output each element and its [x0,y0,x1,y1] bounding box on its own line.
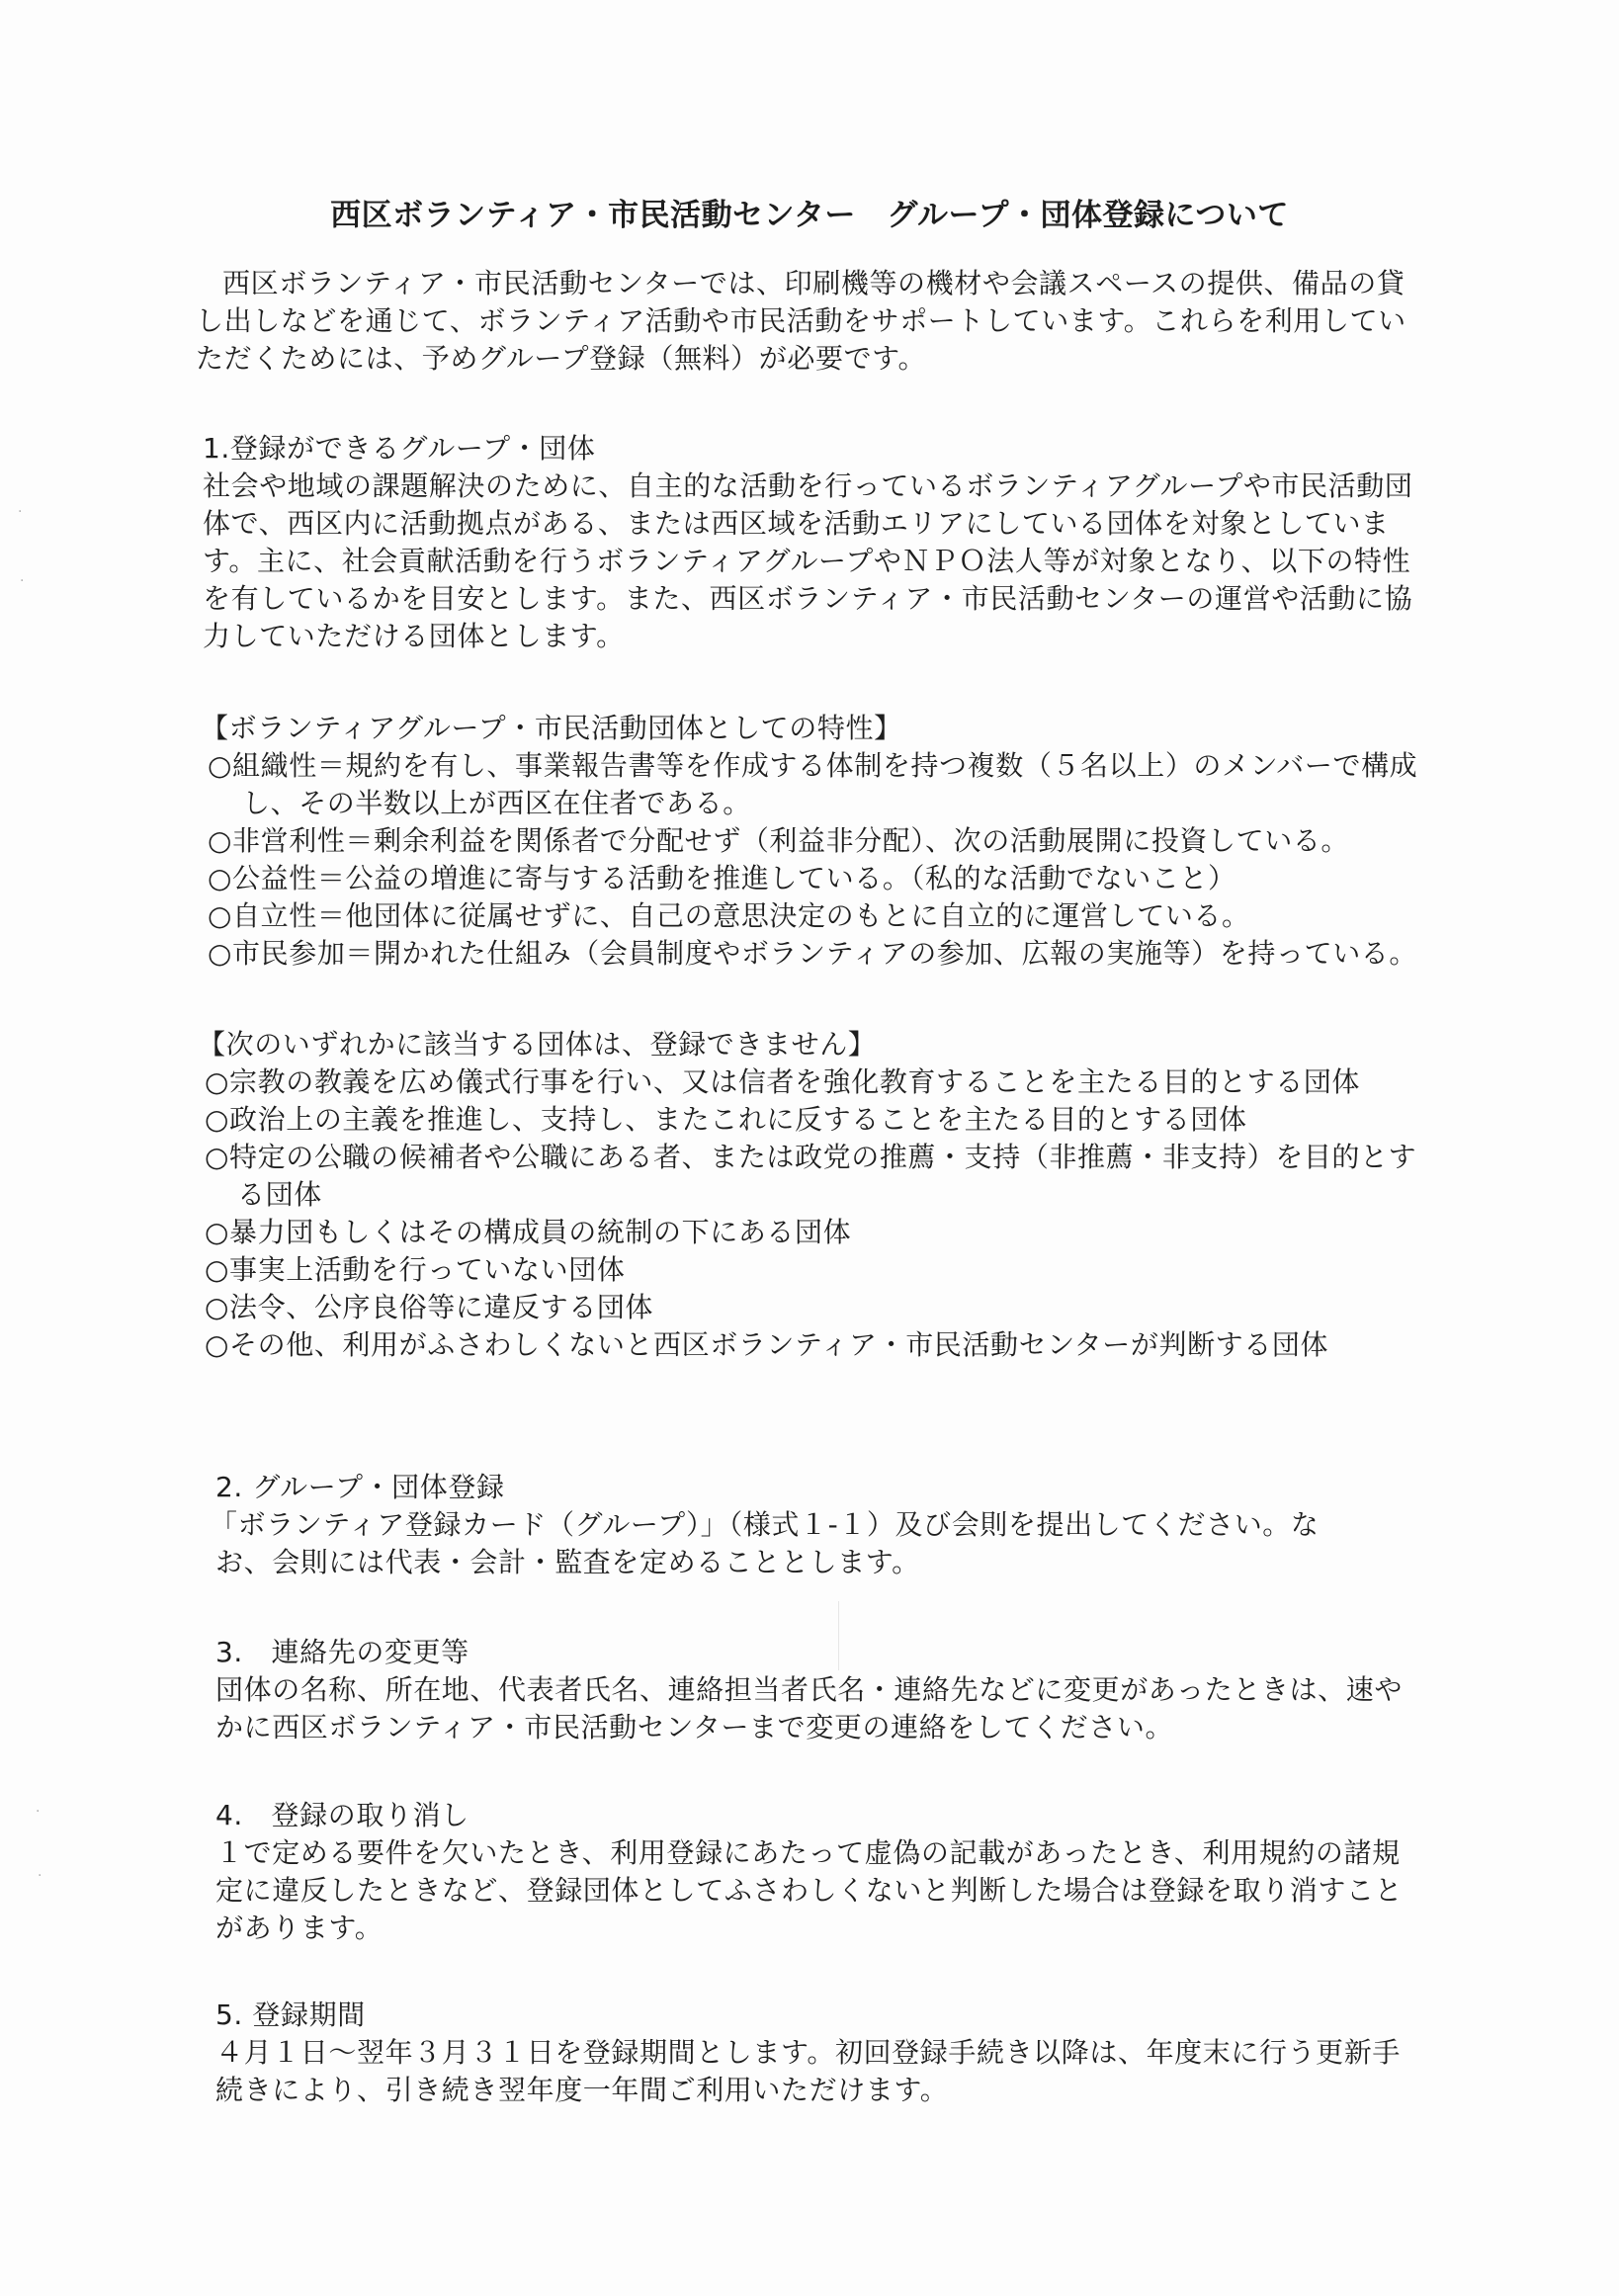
trait-item: ○市民参加＝開かれた仕組み（会員制度やボランティアの参加、広報の実施等）を持っている。 [208,937,1417,970]
section2-body-line: 「ボランティア登録カード（グループ）」（様式１-１）及び会則を提出してください。な [210,1508,1320,1541]
section5-body-line: ４月１日～翌年３月３１日を登録期間とします。初回登録手続き以降は、年度末に行う更新手 [215,2036,1401,2069]
scan-speck: · [36,1804,41,1820]
exclusions-heading: 【次のいずれかに該当する団体は、登録できません】 [198,1028,877,1061]
scan-speck: · [38,1868,43,1884]
exclusion-item: ○特定の公職の候補者や公職にある者、または政党の推薦・支持（非推薦・非支持）を目的とす [205,1141,1417,1173]
exclusion-item: ○宗教の教義を広め儀式行事を行い、又は信者を強化教育することを主たる目的とする団体 [205,1065,1361,1098]
exclusion-item: ○政治上の主義を推進し、支持し、またこれに反することを主たる目的とする団体 [205,1103,1247,1136]
exclusion-item-continuation: る団体 [237,1178,322,1211]
scan-fold-line [838,1601,839,1670]
traits-heading: 【ボランティアグループ・市民活動団体としての特性】 [201,712,902,744]
trait-item: ○自立性＝他団体に従属せずに、自己の意思決定のもとに自立的に運営している。 [208,899,1250,932]
section3-body-line: かに西区ボランティア・市民活動センターまで変更の連絡をしてください。 [215,1711,1174,1743]
section4-body-line: １で定める要件を欠いたとき、利用登録にあたって虚偽の記載があったとき、利用規約の諸規 [215,1836,1401,1869]
section3-body-line: 団体の名称、所在地、代表者氏名、連絡担当者氏名・連絡先などに変更があったときは、速や [215,1673,1403,1706]
section2-body-line: お、会則には代表・会計・監査を定めることとします。 [215,1546,920,1578]
section5-heading: 5. 登録期間 [215,1998,366,2031]
section1-body-line: を有しているかを目安とします。また、西区ボランティア・市民活動センターの運営や活動に協 [203,582,1413,615]
intro-line: ただくためには、予めグループ登録（無料）が必要です。 [196,342,927,375]
exclusion-item: ○暴力団もしくはその構成員の統制の下にある団体 [205,1216,852,1248]
section2-heading: 2. グループ・団体登録 [215,1471,505,1503]
section1-body-line: 社会や地域の課題解決のために、自主的な活動を行っているボランティアグループや市民活動団 [203,469,1413,502]
intro-line: し出しなどを通じて、ボランティア活動や市民活動をサポートしています。これらを利用してい [196,304,1406,337]
exclusion-item: ○事実上活動を行っていない団体 [205,1253,626,1286]
section1-body-line: す。主に、社会貢献活動を行うボランティアグループやＮＰＯ法人等が対象となり、以下の特性 [203,545,1411,577]
section1-body-line: 体で、西区内に活動拠点がある、または西区域を活動エリアにしている団体を対象としていま [203,507,1390,540]
intro-line: 西区ボランティア・市民活動センターでは、印刷機等の機材や会議スペースの提供、備品の貸 [222,267,1406,299]
section3-heading: 3. 連絡先の変更等 [215,1636,469,1668]
section4-body-line: があります。 [215,1912,383,1944]
trait-item-continuation: し、その半数以上が西区在住者である。 [242,787,751,819]
scan-speck: · [18,504,23,520]
section5-body-line: 続きにより、引き続き翌年度一年間ご利用いただけます。 [215,2074,949,2106]
section4-heading: 4. 登録の取り消し [215,1799,469,1831]
document-title: 西区ボランティア・市民活動センター グループ・団体登録について [330,198,1289,233]
exclusion-item: ○その他、利用がふさわしくないと西区ボランティア・市民活動センターが判断する団体 [205,1328,1329,1361]
exclusion-item: ○法令、公序良俗等に違反する団体 [205,1291,654,1323]
trait-item: ○非営利性＝剰余利益を関係者で分配せず（利益非分配）、次の活動展開に投資している。 [208,824,1350,857]
section4-body-line: 定に違反したときなど、登録団体としてふさわしくないと判断した場合は登録を取り消すこと [215,1874,1404,1907]
trait-item: ○公益性＝公益の増進に寄与する活動を推進している。（私的な活動でないこと） [208,862,1236,894]
trait-item: ○組織性＝規約を有し、事業報告書等を作成する体制を持つ複数（５名以上）のメンバーで構成 [208,749,1418,782]
scan-speck: · [20,573,25,589]
section1-body-line: 力していただける団体とします。 [203,620,625,652]
section1-heading: 1.登録ができるグループ・団体 [203,432,596,465]
